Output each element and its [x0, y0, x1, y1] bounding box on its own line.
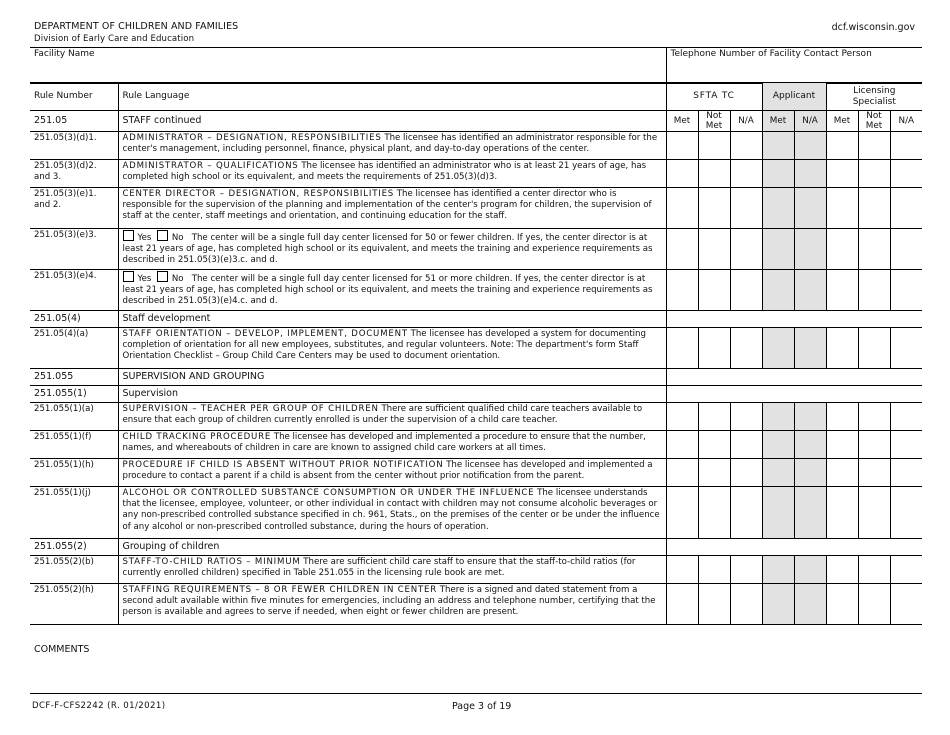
rule-number: 251.055(1)(h): [30, 459, 118, 487]
rule-row: [30, 160, 922, 188]
check-cell-sfta-na[interactable]: [730, 403, 762, 431]
no-checkbox[interactable]: [157, 230, 168, 241]
rule-number: 251.05(3)(e)1. and 2.: [30, 188, 118, 229]
rule-row: [30, 403, 922, 431]
check-cell-licensing-na[interactable]: [890, 487, 922, 539]
check-cell-sfta-met[interactable]: [666, 431, 698, 459]
no-checkbox[interactable]: [157, 271, 168, 282]
check-cell-applicant-na[interactable]: [794, 556, 826, 584]
rule-row: [30, 487, 922, 539]
check-cell-sfta-na[interactable]: [730, 556, 762, 584]
rule-row: [30, 188, 922, 229]
col-rule-language: Rule Language: [118, 83, 666, 111]
check-cell-sfta-not-met[interactable]: [698, 487, 730, 539]
col-licensing-not-met: Not Met: [858, 111, 890, 132]
check-cell-licensing-met[interactable]: [826, 403, 858, 431]
page-number: Page 3 of 19: [452, 701, 512, 712]
check-cell-sfta-na[interactable]: [730, 160, 762, 188]
rule-caption: ADMINISTRATOR – DESIGNATION, RESPONSIBILITIES: [122, 133, 382, 143]
check-cell-licensing-na[interactable]: [890, 229, 922, 270]
check-cell-licensing-na[interactable]: [890, 188, 922, 229]
no-label: No: [171, 274, 184, 284]
rule-row: [30, 111, 922, 132]
check-cell-sfta-not-met[interactable]: [698, 160, 730, 188]
rule-number: 251.055(2)(b): [30, 556, 118, 584]
check-cell-licensing-not-met[interactable]: [858, 431, 890, 459]
rule-row: [30, 539, 922, 556]
check-cell-sfta-met[interactable]: [666, 132, 698, 160]
check-cell-sfta-na[interactable]: [730, 328, 762, 369]
yes-label: Yes: [137, 233, 152, 243]
check-cell-licensing-na[interactable]: [890, 270, 922, 311]
check-cell-licensing-na[interactable]: [890, 556, 922, 584]
check-cell-licensing-not-met[interactable]: [858, 403, 890, 431]
rule-caption: STAFF ORIENTATION – DEVELOP, IMPLEMENT, DOCUMENT: [122, 329, 408, 339]
check-cell-licensing-not-met[interactable]: [858, 188, 890, 229]
rule-number: 251.05: [30, 111, 118, 132]
rule-row: [30, 270, 922, 311]
rule-language: SUPERVISION AND GROUPING: [118, 369, 666, 386]
check-cell-applicant-na[interactable]: [794, 270, 826, 311]
check-cell-licensing-met[interactable]: [826, 132, 858, 160]
check-cell-sfta-met[interactable]: [666, 328, 698, 369]
rule-text: The licensee has identified an administrator responsible for the center's management, including personnel, finance, physical plant, and day-to-day operations of the center.: [122, 133, 658, 155]
rule-number: 251.055(1)(j): [30, 487, 118, 539]
department-name: DEPARTMENT OF CHILDREN AND FAMILIES: [34, 21, 239, 32]
check-cell-applicant-na[interactable]: [794, 188, 826, 229]
check-cell-sfta-met[interactable]: [666, 403, 698, 431]
check-cell-licensing-met[interactable]: [826, 160, 858, 188]
no-label: No: [171, 233, 184, 243]
yes-label: Yes: [137, 274, 152, 284]
section-spacer: [666, 369, 922, 386]
rule-language: [118, 487, 666, 539]
check-cell-licensing-met[interactable]: [826, 556, 858, 584]
check-cell-sfta-not-met[interactable]: [698, 556, 730, 584]
rule-row: [30, 431, 922, 459]
rule-language: Supervision: [118, 386, 666, 403]
check-cell-applicant-met[interactable]: [762, 584, 794, 625]
rule-caption: STAFF-TO-CHILD RATIOS – MINIMUM: [122, 557, 301, 567]
check-cell-licensing-na[interactable]: [890, 132, 922, 160]
check-cell-sfta-met[interactable]: [666, 584, 698, 625]
check-cell-applicant-na[interactable]: [794, 403, 826, 431]
rule-row: [30, 311, 922, 328]
rule-number: 251.05(4): [30, 311, 118, 328]
check-cell-sfta-met[interactable]: [666, 160, 698, 188]
rule-text: There are sufficient child care staff to ensure that the staff-to-child ratios (for currently enrolled children) specified in Table 251.055 in the licensing rule book are met.: [122, 557, 636, 579]
rule-number: 251.05(4)(a): [30, 328, 118, 369]
rule-row: [30, 459, 922, 487]
rule-number: 251.055(2): [30, 539, 118, 556]
rule-caption: CHILD TRACKING PROCEDURE: [122, 432, 272, 442]
rule-text: There are sufficient qualified child care teachers available to ensure that each group of children currently enrolled is under the supervision of a child care teacher.: [122, 404, 643, 426]
comments-label: COMMENTS: [34, 644, 90, 655]
check-cell-sfta-not-met[interactable]: [698, 459, 730, 487]
check-cell-sfta-na[interactable]: [730, 459, 762, 487]
rule-number: 251.055(2)(h): [30, 584, 118, 625]
check-cell-applicant-na[interactable]: [794, 160, 826, 188]
col-licensing-na: N/A: [890, 111, 922, 132]
col-licensing-met: Met: [826, 111, 858, 132]
col-sfta-met: Met: [666, 111, 698, 132]
rule-text: The licensee has identified a center director who is responsible for the supervision of the planning and implementation of the center's program for children, the supervision of staff at the center, staff meetings and orientation, and continuing education for the staff.: [122, 189, 652, 222]
rule-text: The licensee understands that the licensee, employee, volunteer, or other individual in contact with children may not consume alcoholic beverages or any non-prescribed controlled substance specified in ch. 961, Stats., on the premises of the center or be under the influence of any alcohol or non-prescribed controlled substance, during the hours of operation.: [122, 488, 660, 532]
rule-language: [118, 270, 666, 311]
rule-language: [118, 431, 666, 459]
rule-caption: ALCOHOL OR CONTROLLED SUBSTANCE CONSUMPTION OR UNDER THE INFLUENCE: [122, 488, 535, 498]
check-cell-applicant-met[interactable]: [762, 132, 794, 160]
check-cell-licensing-met[interactable]: [826, 188, 858, 229]
rule-language: [118, 459, 666, 487]
check-cell-sfta-met[interactable]: [666, 270, 698, 311]
check-cell-applicant-na[interactable]: [794, 229, 826, 270]
check-cell-applicant-na[interactable]: [794, 328, 826, 369]
check-cell-sfta-not-met[interactable]: [698, 431, 730, 459]
check-cell-sfta-not-met[interactable]: [698, 188, 730, 229]
rule-row: [30, 229, 922, 270]
rule-caption: SUPERVISION – TEACHER PER GROUP OF CHILDREN: [122, 404, 379, 414]
rule-number: 251.055: [30, 369, 118, 386]
rule-language: Grouping of children: [118, 539, 666, 556]
col-sfta-na: N/A: [730, 111, 762, 132]
col-applicant-na: N/A: [794, 111, 826, 132]
rule-row: [30, 584, 922, 625]
facility-phone-field[interactable]: [666, 48, 922, 84]
check-cell-licensing-na[interactable]: [890, 403, 922, 431]
col-applicant-met: Met: [762, 111, 794, 132]
check-cell-sfta-met[interactable]: [666, 556, 698, 584]
facility-name-label: Facility Name: [34, 49, 95, 59]
yes-checkbox[interactable]: [123, 230, 134, 241]
page-header: [34, 21, 238, 45]
rule-language: [118, 403, 666, 431]
check-cell-licensing-na[interactable]: [890, 431, 922, 459]
col-sfta-not-met: Not Met: [698, 111, 730, 132]
check-cell-applicant-met[interactable]: [762, 270, 794, 311]
check-cell-licensing-na[interactable]: [890, 160, 922, 188]
rule-language: [118, 556, 666, 584]
check-cell-licensing-not-met[interactable]: [858, 132, 890, 160]
rule-language: STAFF continued: [118, 111, 666, 132]
facility-phone-label: Telephone Number of Facility Contact Person: [670, 49, 872, 59]
check-cell-sfta-not-met[interactable]: [698, 403, 730, 431]
website-url: dcf.wisconsin.gov: [831, 22, 915, 33]
rule-caption: PROCEDURE IF CHILD IS ABSENT WITHOUT PRIOR NOTIFICATION: [122, 460, 444, 470]
check-cell-sfta-not-met[interactable]: [698, 328, 730, 369]
check-cell-licensing-not-met[interactable]: [858, 584, 890, 625]
rule-language: [118, 584, 666, 625]
col-applicant: Applicant: [762, 83, 826, 111]
check-cell-applicant-met[interactable]: [762, 229, 794, 270]
section-spacer: [666, 311, 922, 328]
check-cell-applicant-met[interactable]: [762, 431, 794, 459]
rule-text: The licensee has developed and implemented a procedure to contact a parent if a child is absent from the center without prior notification from the parent.: [122, 460, 653, 482]
check-cell-licensing-met[interactable]: [826, 584, 858, 625]
check-cell-applicant-na[interactable]: [794, 584, 826, 625]
check-cell-applicant-met[interactable]: [762, 556, 794, 584]
col-sfta-tc: SFTA TC: [666, 83, 762, 111]
rule-row: [30, 386, 922, 403]
check-cell-sfta-na[interactable]: [730, 431, 762, 459]
rule-caption: STAFFING REQUIREMENTS – 8 OR FEWER CHILDREN IN CENTER: [122, 585, 438, 595]
facility-name-field[interactable]: [30, 48, 666, 84]
check-cell-licensing-not-met[interactable]: [858, 487, 890, 539]
rule-number: 251.055(1)(a): [30, 403, 118, 431]
check-cell-applicant-na[interactable]: [794, 459, 826, 487]
rule-text: The licensee has developed and implemented a procedure to ensure that the number, names, and whereabouts of children in care are known to assigned child care workers at all times.: [122, 432, 646, 454]
rule-number: 251.05(3)(d)1.: [30, 132, 118, 160]
col-rule-number: Rule Number: [30, 83, 118, 111]
rule-number: 251.055(1): [30, 386, 118, 403]
check-cell-licensing-not-met[interactable]: [858, 160, 890, 188]
rule-number: 251.05(3)(d)2. and 3.: [30, 160, 118, 188]
check-cell-licensing-na[interactable]: [890, 328, 922, 369]
check-cell-licensing-not-met[interactable]: [858, 270, 890, 311]
check-cell-sfta-not-met[interactable]: [698, 229, 730, 270]
check-cell-sfta-not-met[interactable]: [698, 132, 730, 160]
check-cell-sfta-met[interactable]: [666, 459, 698, 487]
check-cell-applicant-na[interactable]: [794, 487, 826, 539]
check-cell-licensing-not-met[interactable]: [858, 328, 890, 369]
rule-caption: ADMINISTRATOR – QUALIFICATIONS: [122, 161, 299, 171]
check-cell-licensing-not-met[interactable]: [858, 229, 890, 270]
rule-text: The center will be a single full day center licensed for 50 or fewer children. If yes, the center director is at least 21 years of age, has completed high school or its equivalent, and meets the training and experience requirements as described in 251.05(3)(e)3.c. and d.: [122, 233, 653, 266]
check-cell-applicant-met[interactable]: [762, 459, 794, 487]
section-spacer: [666, 386, 922, 403]
check-cell-sfta-na[interactable]: [730, 270, 762, 311]
section-spacer: [666, 539, 922, 556]
check-cell-applicant-na[interactable]: [794, 431, 826, 459]
yes-checkbox[interactable]: [123, 271, 134, 282]
check-cell-licensing-na[interactable]: [890, 459, 922, 487]
check-cell-sfta-met[interactable]: [666, 188, 698, 229]
check-cell-sfta-na[interactable]: [730, 584, 762, 625]
rule-row: [30, 132, 922, 160]
rule-row: [30, 556, 922, 584]
check-cell-applicant-met[interactable]: [762, 160, 794, 188]
check-cell-sfta-not-met[interactable]: [698, 584, 730, 625]
rule-row: [30, 369, 922, 386]
check-cell-licensing-met[interactable]: [826, 328, 858, 369]
rule-language: [118, 188, 666, 229]
check-cell-sfta-met[interactable]: [666, 487, 698, 539]
check-cell-applicant-na[interactable]: [794, 132, 826, 160]
check-cell-sfta-na[interactable]: [730, 188, 762, 229]
rules-table: [30, 82, 922, 625]
rule-caption: CENTER DIRECTOR – DESIGNATION, RESPONSIBILITIES: [122, 189, 395, 199]
rule-language: [118, 229, 666, 270]
col-licensing-specialist: Licensing Specialist: [826, 83, 922, 111]
check-cell-sfta-not-met[interactable]: [698, 270, 730, 311]
check-cell-applicant-met[interactable]: [762, 328, 794, 369]
check-cell-licensing-not-met[interactable]: [858, 459, 890, 487]
check-cell-applicant-met[interactable]: [762, 188, 794, 229]
rule-language: [118, 328, 666, 369]
rule-language: [118, 132, 666, 160]
rule-language: Staff development: [118, 311, 666, 328]
check-cell-licensing-met[interactable]: [826, 270, 858, 311]
check-cell-sfta-na[interactable]: [730, 487, 762, 539]
check-cell-licensing-met[interactable]: [826, 431, 858, 459]
check-cell-applicant-met[interactable]: [762, 403, 794, 431]
facility-info-table: [30, 47, 922, 84]
check-cell-sfta-na[interactable]: [730, 132, 762, 160]
check-cell-licensing-na[interactable]: [890, 584, 922, 625]
rule-text: There is a signed and dated statement from a second adult available within five minutes for emergencies, including an address and telephone number, certifying that the person is available and agrees to serve if needed, when eight or fewer children are present.: [122, 585, 656, 618]
rule-text: The licensee has developed a system for documenting completion of orientation for all new employees, substitutes, and regular volunteers. Note: The department's form Staff Orientation Checklist – Group Child Care Centers may be used to document orientation.: [122, 329, 646, 362]
check-cell-licensing-met[interactable]: [826, 229, 858, 270]
check-cell-sfta-met[interactable]: [666, 229, 698, 270]
division-name: Division of Early Care and Education: [34, 34, 195, 44]
rule-row: [30, 328, 922, 369]
rule-number: 251.05(3)(e)4.: [30, 270, 118, 311]
footer-divider: [30, 693, 922, 694]
check-cell-sfta-na[interactable]: [730, 229, 762, 270]
rule-text: The licensee has identified an administrator who is at least 21 years of age, has completed high school or its equivalent, and meets the requirements of 251.05(3)(d)3.: [122, 161, 647, 183]
rule-number: 251.055(1)(f): [30, 431, 118, 459]
check-cell-licensing-met[interactable]: [826, 459, 858, 487]
form-id: DCF-F-CFS2242 (R. 01/2021): [32, 701, 166, 711]
rule-number: 251.05(3)(e)3.: [30, 229, 118, 270]
check-cell-licensing-not-met[interactable]: [858, 556, 890, 584]
check-cell-licensing-met[interactable]: [826, 487, 858, 539]
rule-language: [118, 160, 666, 188]
rule-text: The center will be a single full day center licensed for 51 or more children. If yes, the center director is at least 21 years of age, has completed high school or its equivalent, and meets the training and experience requirements as described in 251.05(3)(e)4.c. and d.: [122, 274, 653, 307]
check-cell-applicant-met[interactable]: [762, 487, 794, 539]
header-row: [30, 83, 922, 111]
